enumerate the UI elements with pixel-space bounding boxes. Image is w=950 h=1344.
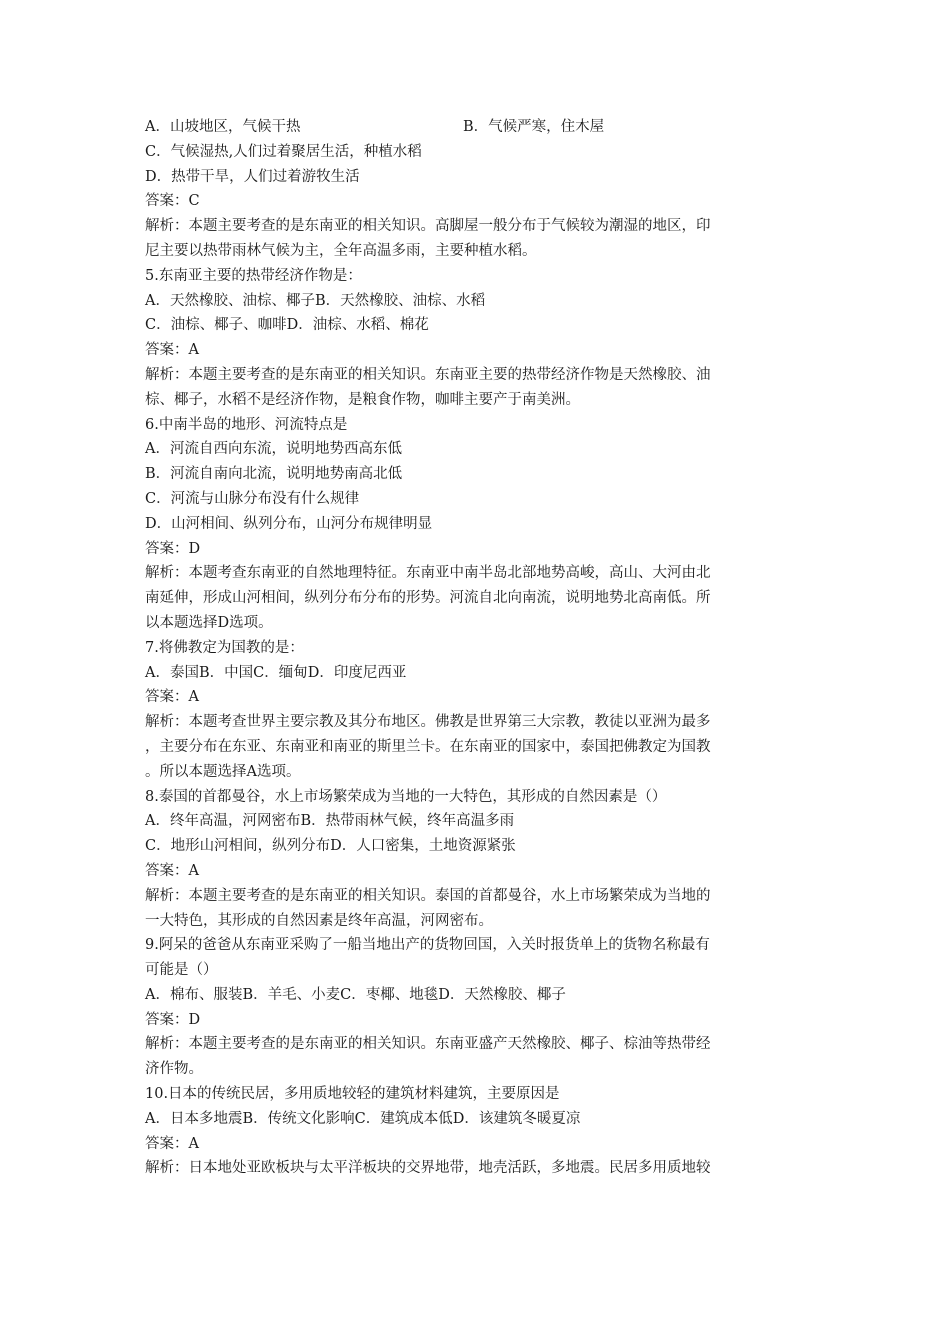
- text-line: 尼主要以热带雨林气候为主，全年高温多雨，主要种植水稻。: [145, 242, 537, 259]
- text-line: 答案：C: [145, 193, 200, 210]
- text-line: 答案：A: [145, 862, 199, 879]
- text-line: C．河流与山脉分布没有什么规律: [145, 490, 360, 507]
- text-line: ，主要分布在东亚、东南亚和南亚的斯里兰卡。在东南亚的国家中，泰国把佛教定为国教: [145, 738, 711, 755]
- text-line: A．泰国B．中国C．缅甸D．印度尼西亚: [145, 664, 407, 681]
- text-line: 解析：本题主要考查的是东南亚的相关知识。高脚屋一般分布于气候较为潮湿的地区，印: [145, 218, 711, 235]
- text-line: 解析：本题主要考查的是东南亚的相关知识。东南亚盛产天然橡胶、椰子、棕油等热带经: [145, 1036, 711, 1053]
- text-line: C．气候湿热,人们过着聚居生活，种植水稻: [145, 143, 422, 160]
- text-line: D．山河相间、纵列分布，山河分布规律明显: [145, 515, 433, 532]
- text-line: A．日本多地震B．传统文化影响C．建筑成本低D．该建筑冬暖夏凉: [145, 1110, 581, 1127]
- text-line: 解析：本题主要考查的是东南亚的相关知识。东南亚主要的热带经济作物是天然橡胶、油: [145, 366, 711, 383]
- text-line: 解析：本题主要考查的是东南亚的相关知识。泰国的首都曼谷，水上市场繁荣成为当地的: [145, 887, 711, 904]
- text-line: 南延伸，形成山河相间，纵列分布分布的形势。河流自北向南流，说明地势北高南低。所: [145, 590, 711, 607]
- text-line: A．天然橡胶、油棕、椰子B．天然橡胶、油棕、水稻: [145, 292, 486, 309]
- text-line: 答案：A: [145, 342, 199, 359]
- text-line: D．热带干旱，人们过着游牧生活: [145, 168, 360, 185]
- text-line: A．终年高温，河网密布B．热带雨林气候，终年高温多雨: [145, 813, 515, 830]
- text-line: 10.日本的传统民居，多用质地较轻的建筑材料建筑，主要原因是: [145, 1086, 560, 1103]
- text-line: A．棉布、服装B．羊毛、小麦C．枣椰、地毯D．天然橡胶、椰子: [145, 986, 566, 1003]
- text-line: 济作物。: [145, 1061, 203, 1078]
- text-line: 9.阿呆的爸爸从东南亚采购了一船当地出产的货物回国，入关时报货单上的货物名称最有: [145, 937, 710, 954]
- text-line: B．河流自南向北流，说明地势南高北低: [145, 466, 403, 483]
- document-page: [145, 115, 800, 1181]
- text-line: 答案：A: [145, 689, 199, 706]
- text-line: 一大特色，其形成的自然因素是终年高温，河网密布。: [145, 912, 493, 929]
- text-line: 8.泰国的首都曼谷，水上市场繁荣成为当地的一大特色，其形成的自然因素是（）: [145, 788, 667, 805]
- text-line: 答案：D: [145, 1011, 201, 1028]
- text-line: 可能是（）: [145, 962, 218, 979]
- text-line: 7.将佛教定为国教的是：: [145, 639, 304, 656]
- option-b: B．气候严寒，住木屋: [463, 119, 605, 135]
- text-line: 解析：日本地处亚欧板块与太平洋板块的交界地带，地壳活跃，多地震。民居多用质地较: [145, 1160, 711, 1177]
- text-line: 6.中南半岛的地形、河流特点是: [145, 416, 348, 433]
- text-line: C．地形山河相间，纵列分布D．人口密集，土地资源紧张: [145, 838, 516, 855]
- text-line: 解析：本题考查世界主要宗教及其分布地区。佛教是世界第三大宗教，教徒以亚洲为最多: [145, 714, 711, 731]
- text-line: 棕、椰子，水稻不是经济作物，是粮食作物，咖啡主要产于南美洲。: [145, 391, 580, 408]
- text-line: C．油棕、椰子、咖啡D．油棕、水稻、棉花: [145, 317, 429, 334]
- text-line: 5.东南亚主要的热带经济作物是：: [145, 267, 362, 284]
- text-line: 答案：A: [145, 1135, 199, 1152]
- text-line: 解析：本题考查东南亚的自然地理特征。东南亚中南半岛北部地势高峻，高山、大河由北: [145, 565, 711, 582]
- text-line: A．河流自西向东流，说明地势西高东低: [145, 441, 402, 458]
- option-a: A．山坡地区，气候干热: [145, 119, 301, 135]
- option-row: [145, 115, 800, 140]
- text-line: 。所以本题选择A选项。: [145, 763, 301, 780]
- text-line: 答案：D: [145, 540, 201, 557]
- text-line: 以本题选择D选项。: [145, 614, 273, 631]
